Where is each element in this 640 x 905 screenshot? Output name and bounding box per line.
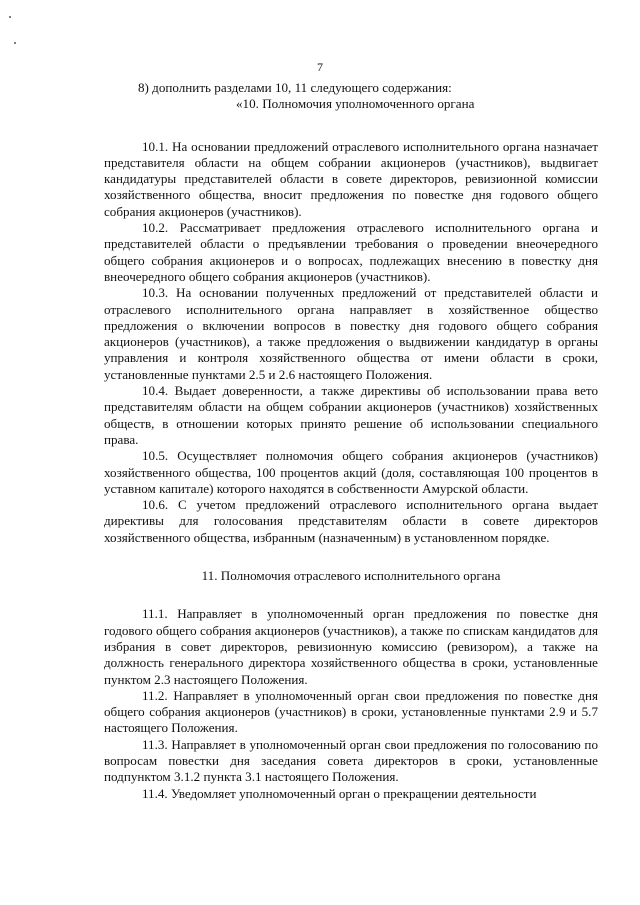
paragraph-11-3: 11.3. Направляет в уполномоченный орган свои предложения по голосованию по вопросам повестки дня заседания совета директоров в сроки, установленные подпунктом 3.1.2 пункта 3.1 настоящего Положения. <box>104 736 598 785</box>
section-10 <box>104 139 598 546</box>
section-11-title: 11. Полномочия отраслевого исполнительного органа <box>201 568 501 584</box>
paragraph-11-1: 11.1. Направляет в уполномоченный орган предложения по повестке дня годового общего собрания акционеров (участников), а также по спискам кандидатов для избрания в совет директоров, ревизионную комиссию (ревизором), а также на должность генерального директора хозяйственного общества в сроки, установленные пунктом 2.3 настоящего Положения. <box>104 606 598 687</box>
paragraph-10-5: 10.5. Осуществляет полномочия общего собрания акционеров (участников) хозяйственного общества, 100 процентов акций (доля, составляющая 100 процентов в уставном капитале) которого находятся в собственности Амурской области. <box>104 448 598 496</box>
section-10-title: «10. Полномочия уполномоченного органа <box>236 96 475 112</box>
page-number: 7 <box>317 60 323 74</box>
scan-speck <box>9 16 11 18</box>
scan-speck <box>14 42 16 44</box>
amendment-lead: 8) дополнить разделами 10, 11 следующего содержания: <box>138 80 452 95</box>
paragraph-10-4: 10.4. Выдает доверенности, а также директивы об использовании права вето представителям области на общем собрании акционеров (участников) хозяйственных обществ, в отношении которых принято решение об использовании специального права. <box>104 383 598 447</box>
document-body <box>104 80 598 802</box>
paragraph-11-4: 11.4. Уведомляет уполномоченный орган о прекращении деятельности <box>142 785 537 801</box>
section-11 <box>104 606 598 802</box>
paragraph-10-2: 10.2. Рассматривает предложения отраслевого исполнительного органа и представителей области о предъявлении требования о проведении внеочередного общего собрания акционеров и о вопросах, подлежащих внесению в повестку дня внеочередного общего собрания акционеров (участников). <box>104 220 598 284</box>
paragraph-11-2: 11.2. Направляет в уполномоченный орган свои предложения по повестке дня общего собрания акционеров (участников) в сроки, установленные пунктами 2.9 и 5.7 настоящего Положения. <box>104 687 598 736</box>
paragraph-10-1: 10.1. На основании предложений отраслевого исполнительного органа назначает представителя области на общем собрании акционеров (участников), выдвигает кандидатуры представителей области в совете директоров, ревизионной комиссии хозяйственного общества, вносит предложения по повестке дня годового общего собрания акционеров (участников). <box>104 138 598 219</box>
paragraph-10-6: 10.6. С учетом предложений отраслевого исполнительного органа выдает директивы для голосования представителям области в совете директоров хозяйственного общества, избранным (назначенным) в установленном порядке. <box>104 497 598 545</box>
paragraph-10-3: 10.3. На основании полученных предложений от представителей области и отраслевого исполнительного органа направляет в хозяйственное общество предложения о включении вопросов в повестку дня годового общего собрания акционеров (участников), а также предложения о выдвижении кандидатур в органы управления и контроля хозяйственного общества от имени области в сроки, установленные пунктами 2.5 и 2.6 настоящего Положения. <box>104 285 598 382</box>
